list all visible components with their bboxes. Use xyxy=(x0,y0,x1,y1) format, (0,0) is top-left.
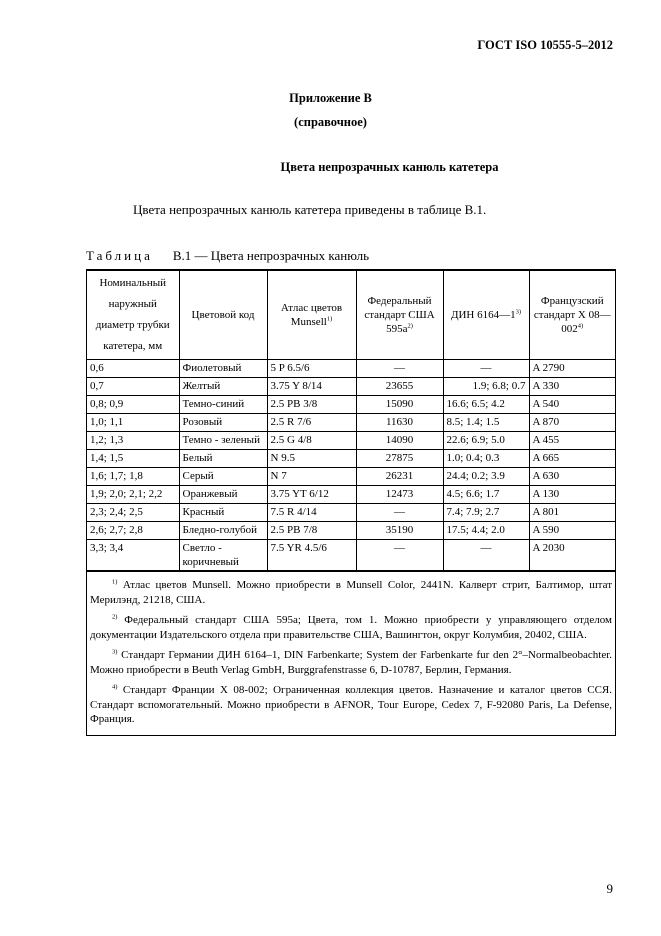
table-caption xyxy=(86,248,369,264)
colors-table xyxy=(86,269,616,736)
cell-us-federal: 11630 xyxy=(356,414,443,432)
cell-color-code: Белый xyxy=(179,450,267,468)
header-us-federal xyxy=(356,271,443,360)
cell-diameter: 1,9; 2,0; 2,1; 2,2 xyxy=(87,486,179,504)
footnote-ref: 3) xyxy=(515,308,522,316)
cell-din: — xyxy=(443,540,529,571)
cell-french: A 590 xyxy=(529,522,615,540)
page-number: 9 xyxy=(606,881,613,896)
header-diameter xyxy=(87,271,179,360)
footnote xyxy=(90,648,612,677)
header-french xyxy=(529,271,615,360)
footnote-mark: 3) xyxy=(112,648,118,656)
table-row xyxy=(87,486,615,504)
footnote xyxy=(90,683,612,727)
cell-diameter: 0,8; 0,9 xyxy=(87,396,179,414)
table-caption-label: Таблица xyxy=(86,248,153,263)
cell-us-federal: 27875 xyxy=(356,450,443,468)
cell-french: A 870 xyxy=(529,414,615,432)
table-row xyxy=(87,504,615,522)
table-row xyxy=(87,396,615,414)
footnote xyxy=(90,613,612,642)
table-row xyxy=(87,432,615,450)
cell-us-federal: 26231 xyxy=(356,468,443,486)
cell-french: A 665 xyxy=(529,450,615,468)
cell-din: 1.0; 0.4; 0.3 xyxy=(443,450,529,468)
cell-diameter: 3,3; 3,4 xyxy=(87,540,179,571)
cell-color-code: Серый xyxy=(179,468,267,486)
cell-color-code: Темно-синий xyxy=(179,396,267,414)
table-row xyxy=(87,468,615,486)
cell-french: A 540 xyxy=(529,396,615,414)
cell-color-code: Оранжевый xyxy=(179,486,267,504)
appendix-title: Приложение В xyxy=(289,91,372,105)
cell-diameter: 2,6; 2,7; 2,8 xyxy=(87,522,179,540)
cell-din: — xyxy=(443,360,529,378)
cell-french: A 455 xyxy=(529,432,615,450)
appendix-subtitle: (справочное) xyxy=(294,115,367,129)
footnote-ref: 1) xyxy=(326,315,333,323)
header-diameter-line: Номинальный xyxy=(99,277,167,289)
cell-french: A 130 xyxy=(529,486,615,504)
table-row xyxy=(87,450,615,468)
cell-color-code: Бледно-голубой xyxy=(179,522,267,540)
footnote-ref: 2) xyxy=(407,322,413,330)
table-header-row xyxy=(87,271,615,360)
footnote-text: Атлас цветов Munsell. Можно приобрести в Munsell Color, 2441N. Калверт стрит, Балтимор, штат Мерилэнд, 21218, США. xyxy=(90,579,613,606)
header-diameter-line: наружный xyxy=(108,298,157,310)
header-diameter-line: диаметр трубки xyxy=(95,319,170,331)
footnote xyxy=(90,578,612,607)
intro-paragraph: Цвета непрозрачных канюль катетера приведены в таблице В.1. xyxy=(133,202,487,217)
cell-munsell: 7.5 YR 4.5/6 xyxy=(267,540,356,571)
footnote-text: Федеральный стандарт США 595а; Цвета, том 1. Можно приобрести у управляющего отделом документации Издательского отдела при правительстве США, Вашингтон, округ Колумбия, 20402, США. xyxy=(90,614,612,641)
document-header: ГОСТ ISO 10555-5–2012 xyxy=(477,38,613,52)
cell-us-federal: 14090 xyxy=(356,432,443,450)
cell-color-code: Темно - зеленый xyxy=(179,432,267,450)
header-diameter-line: катетера, мм xyxy=(103,340,163,352)
header-munsell-text: Атлас цветов Munsell xyxy=(280,302,343,328)
cell-us-federal: — xyxy=(356,540,443,571)
header-din xyxy=(443,271,529,360)
header-french-text: Французский стандарт X 08—002 xyxy=(533,295,611,335)
cell-munsell: N 7 xyxy=(267,468,356,486)
cell-color-code: Розовый xyxy=(179,414,267,432)
cell-munsell: 2.5 R 7/6 xyxy=(267,414,356,432)
cell-color-code: Светло - коричневый xyxy=(179,540,267,571)
footnote-mark: 4) xyxy=(112,683,118,691)
cell-french: A 330 xyxy=(529,378,615,396)
cell-diameter: 0,6 xyxy=(87,360,179,378)
cell-french: A 2030 xyxy=(529,540,615,571)
table-row xyxy=(87,360,615,378)
table-row xyxy=(87,378,615,396)
cell-us-federal: 15090 xyxy=(356,396,443,414)
cell-din: 22.6; 6.9; 5.0 xyxy=(443,432,529,450)
cell-french: A 801 xyxy=(529,504,615,522)
table-row xyxy=(87,522,615,540)
cell-us-federal: — xyxy=(356,504,443,522)
footnote-mark: 2) xyxy=(112,613,118,621)
cell-din: 24.4; 0.2; 3.9 xyxy=(443,468,529,486)
cell-diameter: 1,2; 1,3 xyxy=(87,432,179,450)
header-us-federal-text: Федеральный стандарт США 595а xyxy=(364,295,435,335)
cell-munsell: 2.5 G 4/8 xyxy=(267,432,356,450)
cell-munsell: 2.5 PB 7/8 xyxy=(267,522,356,540)
cell-munsell: 7.5 R 4/14 xyxy=(267,504,356,522)
cell-us-federal: 35190 xyxy=(356,522,443,540)
cell-us-federal: 12473 xyxy=(356,486,443,504)
table-row xyxy=(87,540,615,571)
footnote-mark: 1) xyxy=(112,578,118,586)
cell-us-federal: 23655 xyxy=(356,378,443,396)
cell-diameter: 1,6; 1,7; 1,8 xyxy=(87,468,179,486)
header-color-code: Цветовой код xyxy=(179,271,267,360)
header-din-text: ДИН 6164—1 xyxy=(450,309,516,321)
table-footnotes xyxy=(87,571,615,735)
cell-din: 7.4; 7.9; 2.7 xyxy=(443,504,529,522)
cell-color-code: Желтый xyxy=(179,378,267,396)
table-row xyxy=(87,414,615,432)
cell-diameter: 1,0; 1,1 xyxy=(87,414,179,432)
footnote-text: Стандарт Франции X 08-002; Ограниченная коллекция цветов. Назначение и каталог цветов ССЯ. Стандарт вспомогательный. Можно приобрести в AFNOR, Tour Europe, Cedex 7, F-92080 Paris, La Defense, Франция. xyxy=(90,684,613,725)
cell-diameter: 2,3; 2,4; 2,5 xyxy=(87,504,179,522)
footnote-ref: 4) xyxy=(577,322,584,330)
cell-din: 17.5; 4.4; 2.0 xyxy=(443,522,529,540)
cell-munsell: 2.5 PB 3/8 xyxy=(267,396,356,414)
cell-din: 16.6; 6.5; 4.2 xyxy=(443,396,529,414)
cell-diameter: 1,4; 1,5 xyxy=(87,450,179,468)
cell-munsell: N 9.5 xyxy=(267,450,356,468)
table-caption-text: В.1 — Цвета непрозрачных канюль xyxy=(172,248,370,263)
cell-din: 1.9; 6.8; 0.7 xyxy=(443,378,529,396)
cell-french: A 630 xyxy=(529,468,615,486)
section-title: Цвета непрозрачных канюль катетера xyxy=(280,160,499,174)
cell-munsell: 3.75 YT 6/12 xyxy=(267,486,356,504)
cell-munsell: 3.75 Y 8/14 xyxy=(267,378,356,396)
cell-color-code: Красный xyxy=(179,504,267,522)
cell-color-code: Фиолетовый xyxy=(179,360,267,378)
cell-us-federal: — xyxy=(356,360,443,378)
cell-munsell: 5 P 6.5/6 xyxy=(267,360,356,378)
cell-din: 4.5; 6.6; 1.7 xyxy=(443,486,529,504)
cell-din: 8.5; 1.4; 1.5 xyxy=(443,414,529,432)
footnote-text: Стандарт Германии ДИН 6164–1, DIN Farbenkarte; System der Farbenkarte fur den 2°–Normalbeobachter. Можно приобрести в Beuth Verlag GmbH, Burggrafenstrasse 6, D-10787, Берлин, Германия. xyxy=(90,649,613,676)
header-munsell xyxy=(267,271,356,360)
cell-diameter: 0,7 xyxy=(87,378,179,396)
cell-french: A 2790 xyxy=(529,360,615,378)
